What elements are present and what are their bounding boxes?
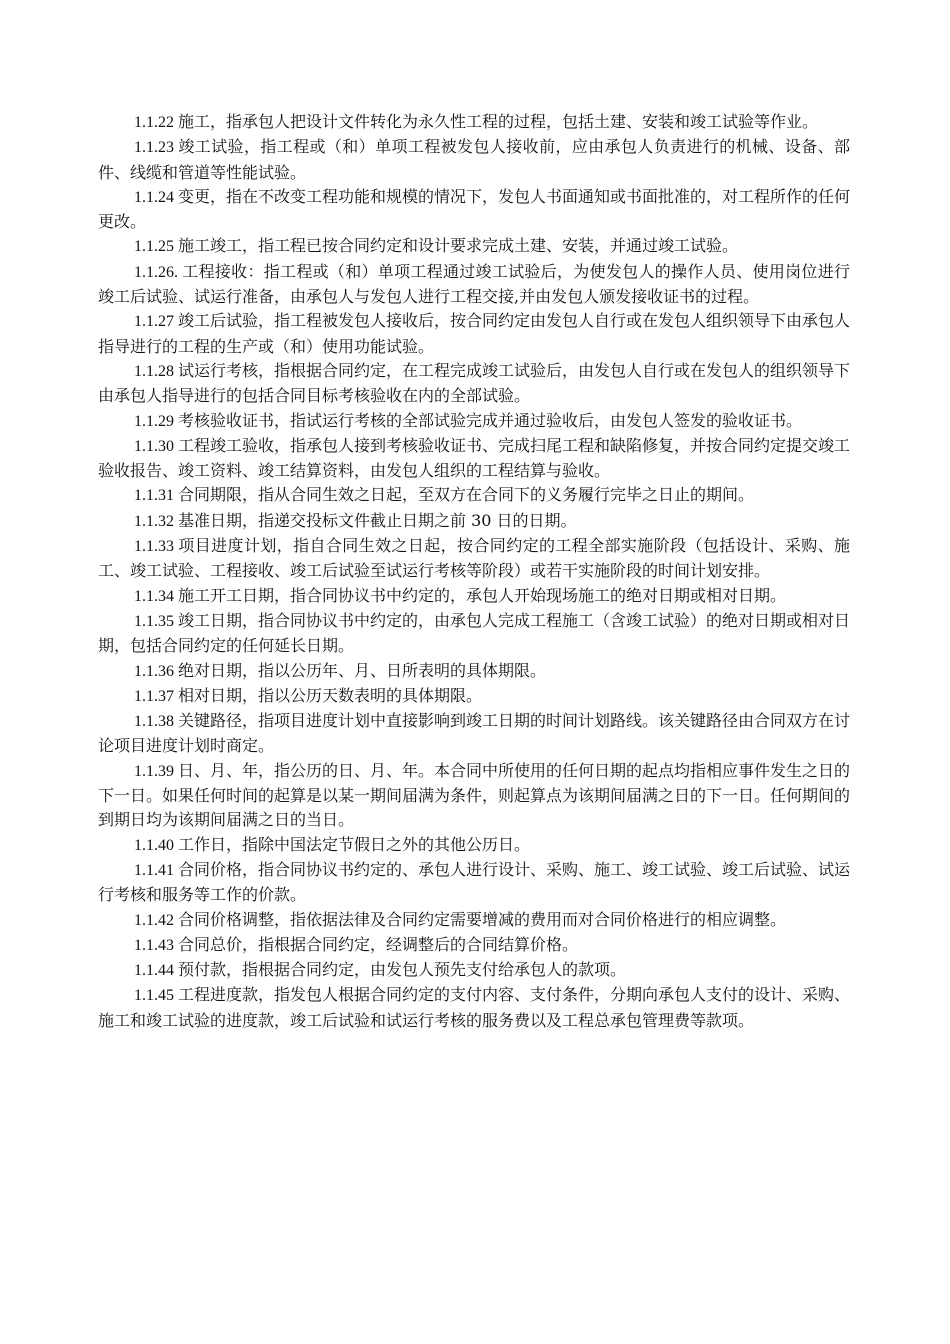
clause-number: 1.1.23: [134, 139, 174, 157]
clause-text: 合同总价，指根据合同约定，经调整后的合同结算价格。: [178, 934, 579, 954]
clause-1-1-26: [98, 260, 850, 310]
clause-number: 1.1.43: [134, 936, 174, 954]
clause-text: 合同价格调整，指依据法律及合同约定需要增减的费用而对合同价格进行的相应调整。: [178, 909, 787, 929]
clause-number: 1.1.35: [134, 612, 174, 630]
clause-text: 合同期限，指从合同生效之日起，至双方在合同下的义务履行完毕之日止的期间。: [178, 485, 755, 505]
clause-1-1-23: [98, 135, 850, 185]
clause-text: 工程进度款，指发包人根据合同约定的支付内容、支付条件，分期向承包人支付的设计、采购、施工和竣工试验的进度款，竣工后试验和试运行考核的服务费以及工程总承包管理费等款项。: [98, 985, 851, 1030]
clause-number: 1.1.22: [134, 114, 174, 131]
clause-number: 1.1.26.: [134, 263, 178, 281]
clause-number: 1.1.27: [134, 313, 174, 331]
clause-number: 1.1.29: [134, 412, 174, 430]
clause-text: 基准日期，指递交投标文件截止日期之前 30 日的日期。: [178, 510, 577, 530]
clause-text: 考核验收证书，指试运行考核的全部试验完成并通过验收后，由发包人签发的验收证书。: [178, 410, 803, 430]
clause-1-1-37: [98, 684, 850, 709]
clause-text: 竣工试验，指工程或（和）单项工程被发包人接收前，应由承包人负责进行的机械、设备、部件、线缆和管道等性能试验。: [98, 137, 850, 182]
clause-1-1-24: [98, 185, 850, 235]
clause-1-1-32: [98, 509, 850, 534]
clause-text: 竣工日期，指合同协议书中约定的，由承包人完成工程施工（含竣工试验）的绝对日期或相对日期，包括合同约定的任何延长日期。: [98, 610, 851, 656]
clause-text: 工作日，指除中国法定节假日之外的其他公历日。: [178, 834, 531, 854]
clause-1-1-31: [98, 483, 850, 508]
clause-number: 1.1.37: [134, 687, 174, 705]
clause-1-1-28: [98, 359, 850, 409]
clause-1-1-39: [98, 759, 850, 833]
clause-1-1-36: [98, 659, 850, 684]
clause-1-1-40: [98, 833, 850, 858]
clause-1-1-35: [98, 609, 850, 659]
clause-text: 合同价格，指合同协议书约定的、承包人进行设计、采购、施工、竣工试验、竣工后试验、试运行考核和服务等工作的价款。: [98, 859, 851, 905]
clause-text: 试运行考核，指根据合同约定，在工程完成竣工试验后，由发包人自行或在发包人的组织领导下由承包人指导进行的包括合同目标考核验收在内的全部试验。: [98, 360, 851, 406]
clause-1-1-29: [98, 409, 850, 434]
clause-text: 工程接收：指工程或（和）单项工程通过竣工试验后，为使发包人的操作人员、使用岗位进行竣工后试验、试运行准备，由承包人与发包人进行工程交接,并由发包人颁发接收证书的过程。: [98, 261, 850, 307]
clause-1-1-25: [98, 234, 850, 259]
clause-number: 1.1.36: [134, 662, 174, 680]
clause-number: 1.1.30: [134, 437, 174, 455]
clause-text: 预付款，指根据合同约定，由发包人预先支付给承包人的款项。: [178, 960, 627, 980]
clause-1-1-33: [98, 534, 850, 584]
clause-1-1-22: [98, 110, 850, 135]
clause-text: 施工，指承包人把设计文件转化为永久性工程的过程，包括土建、安装和竣工试验等作业。: [178, 112, 819, 131]
clause-text: 相对日期，指以公历天数表明的具体期限。: [178, 685, 483, 705]
clause-1-1-44: [98, 958, 850, 983]
clause-1-1-42: [98, 908, 850, 933]
clause-text: 竣工后试验，指工程被发包人接收后，按合同约定由发包人自行或在发包人组织领导下由承包人指导进行的工程的生产或（和）使用功能试验。: [98, 311, 851, 356]
clause-text: 变更，指在不改变工程功能和规模的情况下，发包人书面通知或书面批准的，对工程所作的任何更改。: [98, 186, 851, 232]
clause-number: 1.1.28: [134, 362, 174, 380]
clause-1-1-43: [98, 933, 850, 958]
clause-1-1-34: [98, 584, 850, 609]
clause-number: 1.1.44: [134, 962, 174, 980]
clause-text: 关键路径，指项目进度计划中直接影响到竣工日期的时间计划路线。该关键路径由合同双方在讨论项目进度计划时商定。: [98, 711, 851, 756]
clause-1-1-45: [98, 983, 850, 1033]
clause-number: 1.1.42: [134, 911, 174, 929]
clause-1-1-41: [98, 858, 850, 908]
clause-number: 1.1.31: [134, 487, 174, 505]
clause-text: 施工竣工，指工程已按合同约定和设计要求完成土建、安装，并通过竣工试验。: [178, 236, 739, 256]
clause-number: 1.1.40: [134, 836, 174, 854]
clause-number: 1.1.41: [134, 861, 174, 879]
clause-number: 1.1.32: [134, 512, 174, 530]
clause-1-1-27: [98, 309, 850, 359]
clause-1-1-38: [98, 709, 850, 759]
clause-number: 1.1.25: [134, 238, 174, 256]
clause-number: 1.1.34: [134, 587, 174, 605]
clause-number: 1.1.39: [134, 762, 174, 780]
clause-number: 1.1.38: [134, 713, 174, 731]
clause-number: 1.1.24: [134, 188, 174, 206]
clause-text: 施工开工日期，指合同协议书中约定的，承包人开始现场施工的绝对日期或相对日期。: [178, 585, 787, 605]
document-page: [98, 110, 850, 1033]
clause-number: 1.1.45: [134, 987, 174, 1005]
clause-text: 绝对日期，指以公历年、月、日所表明的具体期限。: [178, 660, 547, 680]
clause-1-1-30: [98, 434, 850, 484]
clause-number: 1.1.33: [134, 538, 174, 556]
clause-text: 项目进度计划，指自合同生效之日起，按合同约定的工程全部实施阶段（包括设计、采购、施工、竣工试验、工程接收、竣工后试验至试运行考核等阶段）或若干实施阶段的时间计划安排。: [98, 536, 850, 581]
clause-text: 工程竣工验收，指承包人接到考核验收证书、完成扫尾工程和缺陷修复，并按合同约定提交竣工验收报告、竣工资料、竣工结算资料，由发包人组织的工程结算与验收。: [98, 435, 851, 481]
clause-text: 日、月、年，指公历的日、月、年。本合同中所使用的任何日期的起点均指相应事件发生之日的下一日。如果任何时间的起算是以某一期间届满为条件，则起算点为该期间届满之日的下一日。任何期间的到期日均为该期间届满之日的当日。: [98, 760, 851, 830]
